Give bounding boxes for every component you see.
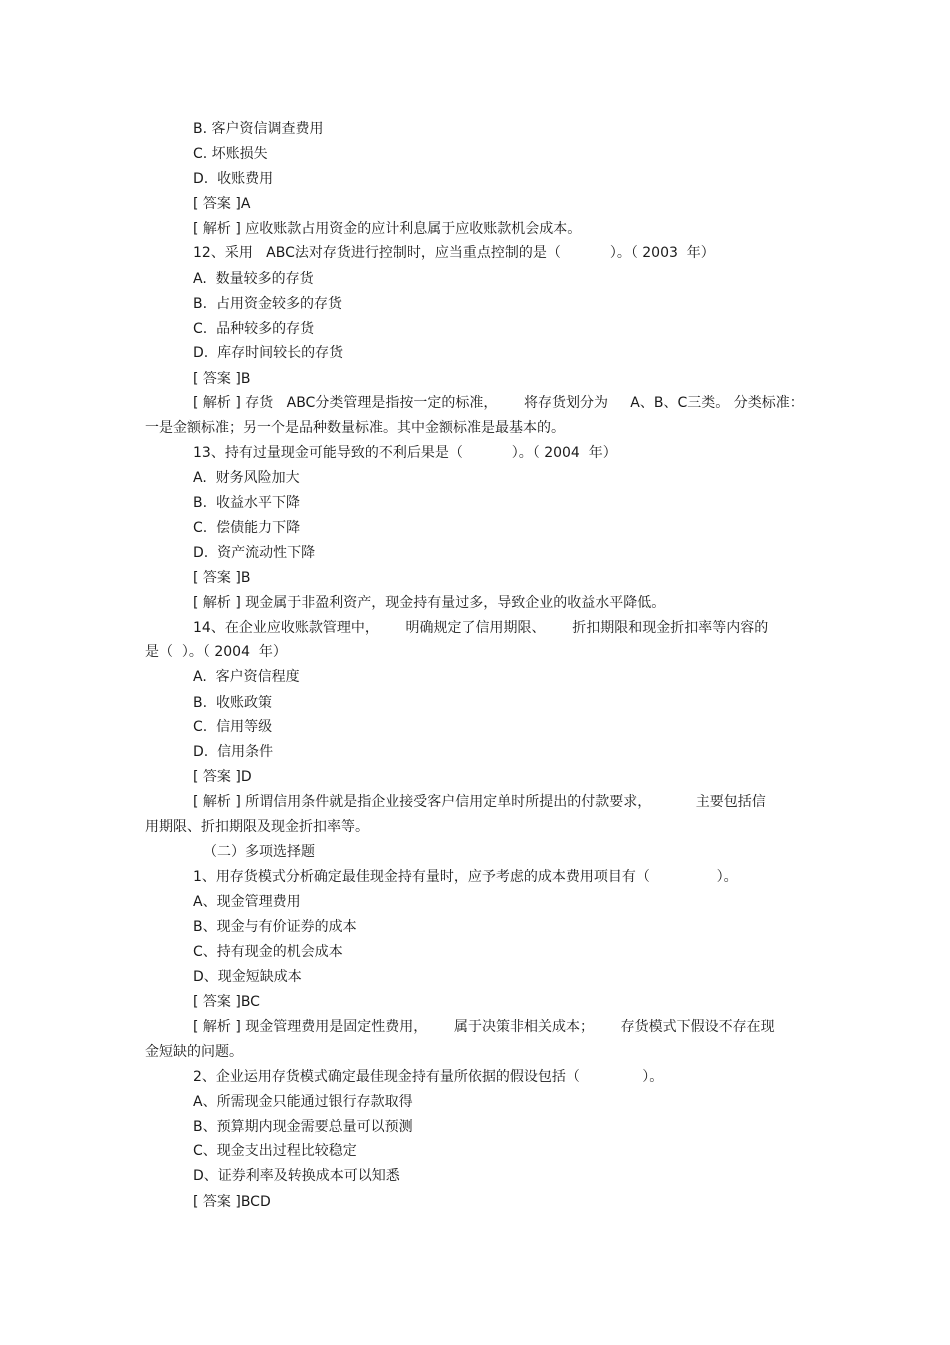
section-heading: （二）多项选择题	[203, 844, 315, 860]
explanation-continued: 金短缺的问题。	[145, 1044, 243, 1060]
question-1: 1、用存货模式分析确定最佳现金持有量时，应予考虑的成本费用项目有（ ）。	[193, 869, 738, 885]
option-b: B. 占用资金较多的存货	[193, 296, 342, 312]
answer: [ 答案 ]A	[193, 196, 251, 212]
option-b: B、现金与有价证券的成本	[193, 919, 357, 935]
explanation: [ 解析 ] 现金管理费用是固定性费用， 属于决策非相关成本； 存货模式下假设不存在现	[193, 1019, 775, 1035]
option-c: C. 坏账损失	[193, 146, 268, 162]
option-a: A. 财务风险加大	[193, 470, 300, 486]
option-d: D、证券利率及转换成本可以知悉	[193, 1168, 400, 1184]
option-c: C. 偿债能力下降	[193, 520, 301, 536]
answer: [ 答案 ]D	[193, 769, 252, 785]
explanation: [ 解析 ] 现金属于非盈利资产，现金持有量过多，导致企业的收益水平降低。	[193, 595, 666, 611]
explanation: [ 解析 ] 所谓信用条件就是指企业接受客户信用定单时所提出的付款要求， 主要包括信	[193, 794, 766, 810]
question-14-continued: 是（ ）。（ 2004 年）	[145, 644, 287, 660]
answer: [ 答案 ]B	[193, 570, 251, 586]
option-a: A. 数量较多的存货	[193, 271, 314, 287]
explanation: [ 解析 ] 存货 ABC分类管理是指按一定的标准， 将存货划分为 A、B、C三类。 分类标准：	[193, 395, 804, 411]
option-b: B. 收账政策	[193, 695, 272, 711]
answer: [ 答案 ]BC	[193, 994, 260, 1010]
option-a: A、现金管理费用	[193, 894, 301, 910]
option-c: C、持有现金的机会成本	[193, 944, 343, 960]
question-13: 13、持有过量现金可能导致的不利后果是（ ）。（ 2004 年）	[193, 445, 617, 461]
option-d: D、现金短缺成本	[193, 969, 302, 985]
explanation-continued: 一是金额标准；另一个是品种数量标准。其中金额标准是最基本的。	[145, 420, 565, 436]
option-d: D. 资产流动性下降	[193, 545, 316, 561]
option-c: C. 信用等级	[193, 719, 273, 735]
option-c: C、现金支出过程比较稳定	[193, 1143, 357, 1159]
option-b: B. 收益水平下降	[193, 495, 300, 511]
option-b: B、预算期内现金需要总量可以预测	[193, 1119, 413, 1135]
question-14: 14、在企业应收账款管理中， 明确规定了信用期限、 折扣期限和现金折扣率等内容的	[193, 620, 769, 636]
explanation-continued: 用期限、折扣期限及现金折扣率等。	[145, 819, 369, 835]
question-12: 12、采用 ABC法对存货进行控制时，应当重点控制的是（ ）。（ 2003 年）	[193, 245, 715, 261]
option-a: A. 客户资信程度	[193, 669, 300, 685]
answer: [ 答案 ]B	[193, 371, 251, 387]
option-d: D. 收账费用	[193, 171, 274, 187]
explanation: [ 解析 ] 应收账款占用资金的应计利息属于应收账款机会成本。	[193, 221, 582, 237]
option-d: D. 信用条件	[193, 744, 274, 760]
option-d: D. 库存时间较长的存货	[193, 345, 344, 361]
question-2: 2、企业运用存货模式确定最佳现金持有量所依据的假设包括（ ）。	[193, 1069, 664, 1085]
option-a: A、所需现金只能通过银行存款取得	[193, 1094, 413, 1110]
option-b: B. 客户资信调查费用	[193, 121, 324, 137]
option-c: C. 品种较多的存货	[193, 321, 315, 337]
answer: [ 答案 ]BCD	[193, 1194, 271, 1210]
